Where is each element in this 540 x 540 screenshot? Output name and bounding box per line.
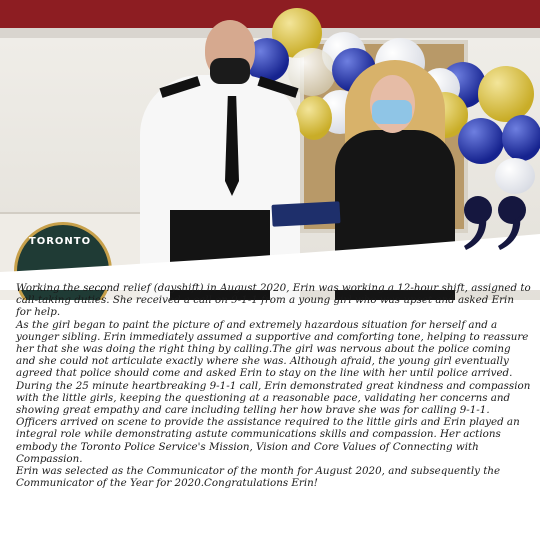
article-text — [16, 282, 532, 489]
officer-face-mask — [210, 58, 250, 84]
white-wave-divider — [0, 230, 540, 290]
paragraph: Working the second relief (dayshift) in August 2020, Erin was working a 12-hour shift, assigned to call-taking duties. She received a call on 9-1-1 from a young girl who was upset and asked Erin for help. — [16, 282, 531, 319]
paragraph: As the girl began to paint the picture of and extremely hazardous situation for herself and a younger sibling. Erin immediately assumed a supportive and comforting tone, helping to reassure her that she was doing the right thing by calling.The girl was nervous about the police coming and she could not articulate exactly where she was. Although afraid, the young girl eventually agreed that police should come and asked Erin to stay on the line with her until police arrived. — [16, 318, 529, 380]
paragraph: Erin was selected as the Communicator of the month for August 2020, and subsequently the Communicator of the Year for 2020.Congratulations Erin! — [16, 465, 501, 490]
balloon — [502, 115, 540, 161]
award-box — [271, 201, 340, 227]
paragraph: During the 25 minute heartbreaking 9-1-1 call, Erin demonstrated great kindness and compassion with the little girls, keeping the questioning at a reasonable pace, validating her concerns and showing great empathy and care including telling her how brave she was for calling 9-1-1. — [16, 379, 531, 417]
paragraph: Officers arrived on scene to provide the assistance required to the little girls and Erin played an integral role while demonstrating astute communications skills and compassion. Her actions embody the Toronto Police Service's Mission, Vision and Core Values of Connecting with Compassion. — [16, 416, 520, 465]
quote-mark-icon — [462, 188, 532, 258]
balloon — [296, 96, 332, 140]
balloon — [458, 118, 504, 164]
crest-text: TORONTO — [28, 236, 92, 247]
ceiling-light — [0, 28, 540, 38]
recipient-face-mask — [372, 100, 412, 124]
balloon — [478, 66, 534, 122]
